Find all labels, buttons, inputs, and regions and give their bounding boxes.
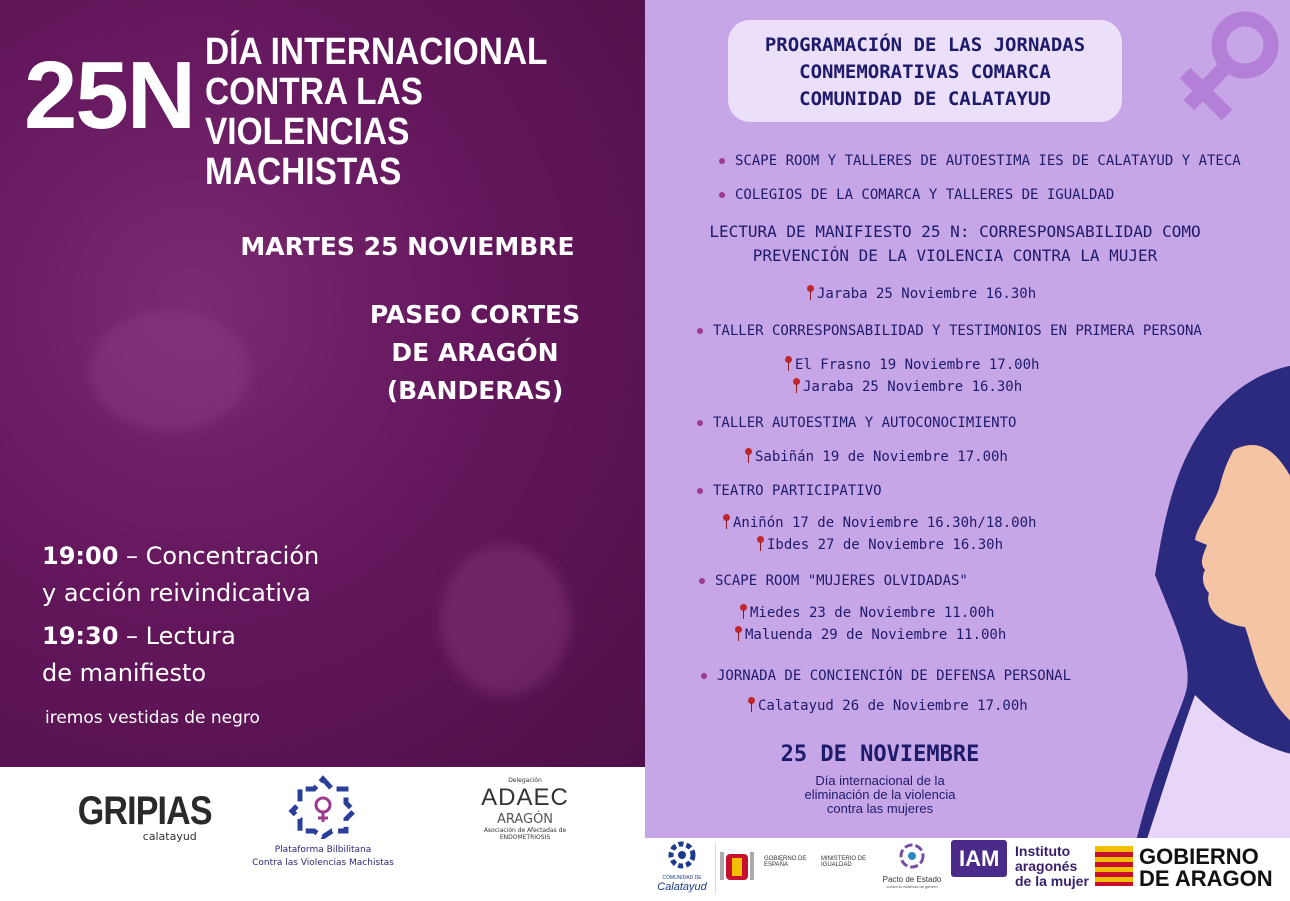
gob-aragon-line: DE ARAGON [1139,866,1273,891]
left-panel [0,0,645,767]
adaec-sub: Asociación de Afectadas de ENDOMETRIOSIS [483,827,567,841]
place-line: DE ARAGÓN [391,338,559,367]
title-line: CONMEMORATIVAS COMARCA [799,61,1051,83]
iam-logo [951,846,1007,872]
location-item [723,514,1036,531]
star-venus-icon [288,775,358,839]
schedule-time: 19:30 [42,622,119,650]
adaec-name: ADAEC [481,784,569,811]
program-item: COLEGIOS DE LA COMARCA Y TALLERES DE IGUALDAD [735,187,1115,203]
map-pin-icon [740,604,747,619]
map-pin-icon [785,356,792,371]
map-pin-icon [807,285,814,300]
program-item: TEATRO PARTICIPATIVO [713,483,882,499]
gob-espana-text: GOBIERNO DE ESPAÑA [764,856,807,868]
pacto-text: Pacto de Estado [882,875,942,884]
title-line: CONTRA LAS VIOLENCIAS [205,71,423,153]
iam-text-line: de la mujer [1015,873,1089,889]
title-line: DÍA INTERNACIONAL [205,31,548,73]
left-sponsors [0,767,645,901]
schedule-time: 19:00 [42,542,119,570]
pacto-circle-icon [897,842,927,870]
location-item [740,604,994,621]
program-item: TALLER AUTOESTIMA Y AUTOCONOCIMIENTO [713,415,1017,431]
location-item [785,356,1039,373]
schedule-text: – Lectura [118,622,236,650]
gob-aragon-text [1139,846,1273,890]
plataforma-name: Plataforma Bilbilitana [274,845,372,855]
manifiesto-heading [705,220,1205,268]
adaec-logo [470,777,580,841]
location-text: Miedes 23 de Noviembre 11.00h [750,605,995,621]
location-item [748,697,1028,714]
title-line: PROGRAMACIÓN DE LAS JORNADAS [764,34,1086,56]
location-item [807,285,1036,302]
gob-aragon-line: GOBIERNO [1139,844,1259,869]
map-pin-icon [735,626,742,641]
location-text: Calatayud 26 de Noviembre 17.00h [758,698,1028,714]
iam-text-line: Instituto [1015,843,1071,859]
iam-badge: IAM [951,840,1007,877]
day-subtitle-line: Día internacional de la [815,773,945,788]
gripias-name: GRIPIAS [77,789,212,833]
map-pin-icon [793,378,800,393]
adaec-region: ARAGÓN [496,812,554,827]
schedule-entry [42,538,319,612]
title-line: COMUNIDAD DE CALATAYUD [799,88,1051,110]
manifiesto-line: PREVENCIÓN DE LA VIOLENCIA CONTRA LA MUJER [752,246,1158,265]
comunidad-emblem-icon [667,840,697,870]
schedule-entry [42,618,319,692]
right-sponsors [645,838,1290,901]
program-item: TALLER CORRESPONSABILIDAD Y TESTIMONIOS EN PRIMERA PERSONA [713,323,1202,339]
right-panel [645,0,1290,838]
event-title [205,32,583,192]
location-text: Aniñón 17 de Noviembre 16.30h/18.00h [733,515,1037,531]
location-text: Jaraba 25 Noviembre 16.30h [803,379,1023,395]
schedule [42,538,319,698]
gripias-logo [66,789,223,843]
iam-text [1015,844,1089,889]
iam-text-line: aragonés [1015,858,1078,874]
location-item [757,536,1003,553]
woman-profile-illustration [1135,365,1290,838]
dress-note: iremos vestidas de negro [45,708,260,728]
pacto-sub: contra la violencia de género [886,884,938,889]
location-text: Maluenda 29 de Noviembre 11.00h [745,627,1007,643]
place-line: (BANDERAS) [386,376,564,405]
venus-icon [1175,5,1285,125]
place-line: PASEO CORTES [369,300,581,329]
schedule-text: y acción reivindicativa [42,579,311,607]
aragon-flag-icon [1095,846,1133,886]
location-item [735,626,1006,643]
program-title [728,20,1122,122]
event-place [330,296,620,410]
plataforma-logo [248,775,398,869]
day-subtitle [765,774,995,816]
schedule-text: de manifiesto [42,659,207,687]
manifiesto-line: LECTURA DE MANIFIESTO 25 N: CORRESPONSABILIDAD COMO [709,222,1201,241]
location-text: Jaraba 25 Noviembre 16.30h [817,286,1037,302]
location-item [745,448,1008,465]
day-subtitle-line: eliminación de la violencia [804,787,956,802]
gripias-sub: calatayud [142,830,197,843]
map-pin-icon [723,514,730,529]
map-pin-icon [757,536,764,551]
program-item: SCAPE ROOM Y TALLERES DE AUTOESTIMA IES DE CALATAYUD Y ATECA [735,153,1241,169]
event-code: 25N [24,42,195,149]
gobierno-espana-logo [715,842,875,894]
fabric-texture [440,545,570,695]
pacto-estado-logo [877,842,947,889]
location-item [793,378,1022,395]
plataforma-name: Contra las Violencias Machistas [252,858,394,868]
location-text: Ibdes 27 de Noviembre 16.30h [767,537,1004,553]
comunidad-name: Calatayud [657,881,707,893]
day-subtitle-line: contra las mujeres [826,801,934,816]
gobierno-aragon-logo [1095,844,1273,891]
comunidad-top: COMUNIDAD DE [662,875,702,881]
program-item: SCAPE ROOM "MUJERES OLVIDADAS" [715,573,968,589]
location-text: El Frasno 19 Noviembre 17.00h [795,357,1040,373]
spain-coat-icon [720,846,754,886]
program-item: JORNADA DE CONCIENCIÓN DE DEFENSA PERSONAL [717,668,1072,684]
comunidad-logo [653,840,711,893]
fabric-texture [90,310,250,430]
map-pin-icon [748,697,755,712]
ministerio-text: MINISTERIO DE IGUALDAD [821,856,867,868]
event-date: MARTES 25 NOVIEMBRE [240,232,575,261]
location-text: Sabiñán 19 de Noviembre 17.00h [755,449,1008,465]
day-title: 25 DE NOVIEMBRE [780,742,980,767]
title-line: MACHISTAS [205,151,402,193]
adaec-top: Delegación [508,777,542,784]
schedule-text: – Concentración [118,542,320,570]
map-pin-icon [745,448,752,463]
